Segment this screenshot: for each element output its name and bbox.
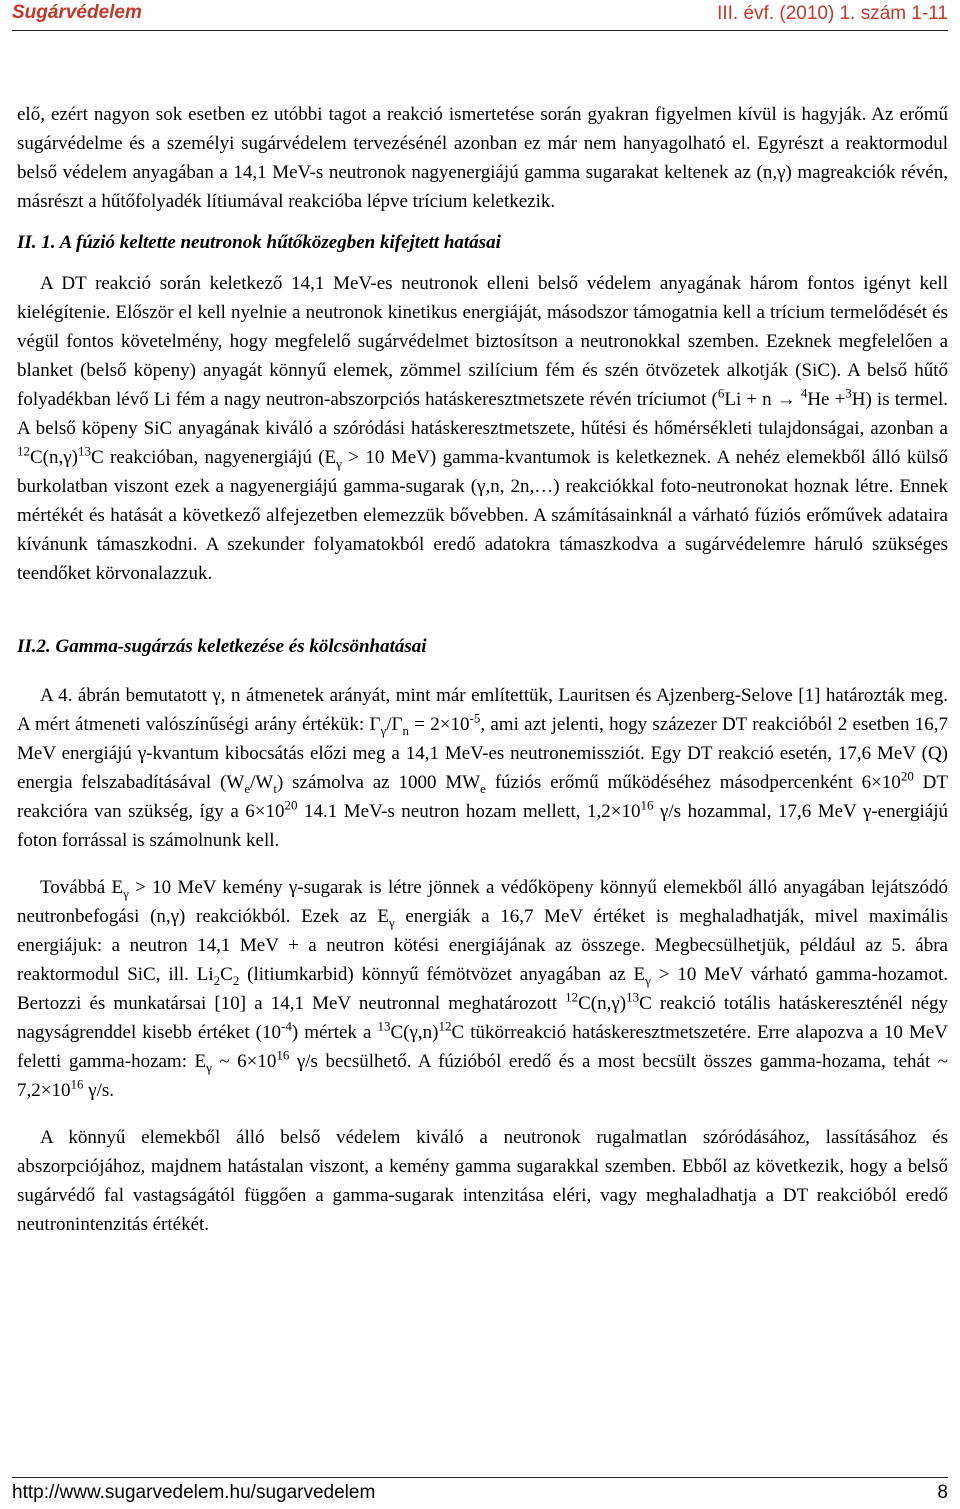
subscript: 2 xyxy=(213,972,221,988)
running-header xyxy=(12,0,948,31)
paragraph: A könnyű elemekből álló belső védelem kiváló a neutronok rugalmatlan szóródásához, lassításához és abszorpciójához, majdnem hatástalan viszont, a kemény gamma sugarakkal szemben. Ebből az következik, hogy a belső sugárvédő fal vastagságától függően a gamma-sugarak intenzitása eléri, vagy meghaladhatja a DT reakcióból eredő neutronintenzitás értékét. xyxy=(17,1127,948,1235)
superscript: 4 xyxy=(800,385,808,401)
subscript: γ xyxy=(388,914,395,930)
superscript: 3 xyxy=(845,385,852,401)
subscript: γ xyxy=(645,972,651,988)
subscript: γ xyxy=(123,885,129,901)
subscript: n xyxy=(402,722,409,738)
subscript: γ xyxy=(206,1059,212,1075)
paragraph: A 4. ábrán bemutatott γ, n átmenetek arányát, mint már említettük, Lauritsen és Ajzenberg-Selove [1] határozták meg. A mért átmeneti valószínűségi arány értékük: $\Gamma_\gamma/\Gamma_n = 2\times 10^{-5}$, ami azt jelenti, hogy százezer DT reakcióból 2 esetben 16,7 MeV energiájú γ-kvantum kibocsátás előzi meg a 14,1 MeV-es neutronemissziót. Egy DT reakció esetén, 17,6 MeV (Q) energia felszabadításával $(W_e/W_t)$ számolva az 1000 $MW_e$ fúziós erőmű működéséhez másodpercenként $6\times 10^{20}$ DT reakcióra van szükség, így a $6\times 10^{20}$ 14.1 MeV-s neutron hozam mellett, $1,2\times 10^{16}$ γ/s hozammal, 17,6 MeV γ-energiájú foton forrással is számolnunk kell. xyxy=(17,685,949,851)
section-heading: II.2. Gamma-sugárzás keletkezése és kölcsönhatásai xyxy=(17,636,427,657)
superscript: 16 xyxy=(276,1047,290,1063)
running-footer xyxy=(12,1477,948,1508)
paragraph: elő, ezért nagyon sok esetben ez utóbbi tagot a reakció ismertetése során gyakran figyelmen kívül is hagyják. Az erőmű sugárvédelme és a személyi sugárvédelem tervezésénél azonban ez már nem hanyagolható el. Egyrészt a reaktormodul belső védelem anyagában a 14,1 MeV-s neutronok nagyenergiájú gamma sugarakat keltenek az (n,γ) magreakciók révén, másrészt a hűtőfolyadék lítiumával reakcióba lépve trícium keletkezik. xyxy=(17,104,948,212)
superscript: 12 xyxy=(17,443,30,459)
subscript: e xyxy=(244,780,251,796)
superscript: 13 xyxy=(626,989,640,1005)
footer-url[interactable]: http://www.sugarvedelem.hu/sugarvedelem xyxy=(12,1482,376,1503)
superscript: 20 xyxy=(284,797,298,813)
subscript: γ xyxy=(336,455,342,471)
section-heading: II. 1. A fúzió keltette neutronok hűtőközegben kifejtett hatásai xyxy=(17,232,501,253)
superscript: 13 xyxy=(377,1018,391,1034)
superscript: 12 xyxy=(565,989,579,1005)
subscript: e xyxy=(480,780,486,796)
superscript: 6 xyxy=(717,385,725,401)
subscript: 2 xyxy=(232,972,240,988)
superscript: -4 xyxy=(281,1018,292,1034)
journal-title: Sugárvédelem xyxy=(12,2,142,23)
paragraph: Továbbá $E_\gamma > 10$ MeV kemény γ-sugarak is létre jönnek a védőköpeny könnyű elemekből álló anyagában lejátszódó neutronbefogási (n,γ) reakciókból. Ezek az $E_\gamma$ energiák a 16,7 MeV értéket is meghaladhatják, mivel maximális energiájuk: a neutron 14,1 MeV + a neutron kötési energiájának az összege. Megbecsülhetjük, például az 5. ábra reaktormodul SiC, ill. $Li_2C_2$ (litiumkarbid) könnyű fémötvözet anyagában az $E_\gamma > 10$ MeV várható gamma-hozamot. Bertozzi és munkatársai [10] a 14,1 MeV neutronnal meghatározott $^{12}C(n,\gamma)^{13}C$ reakció totális hatáskereszténél négy nagyságrenddel kisebb értéket $(10^{-4})$ mértek a $^{13}C(\gamma,n)^{12}C$ tükörreakció hatáskeresztmetszetére. Erre alapozva a 10 MeV feletti gamma-hozam: $E_\gamma$ ~ $6\times 10^{16}$ γ/s becsülhető. A fúzióból eredő és a most becsült összes gamma-hozama, tehát ~ $7,2\times 10^{16}$ γ/s. xyxy=(17,877,949,1101)
superscript: 13 xyxy=(77,443,91,459)
paragraph: A DT reakció során keletkező 14,1 MeV-es neutronok elleni belső védelem anyagának három fontos igényt kell kielégítenie. Először el kell nyelnie a neutronok kinetikus energiáját, másodszor támogatnia kell a trícium termelődését és végül fontos követelmény, hogy megfelelő sugárvédelmet biztosítson a neutronokkal szemben. Ezeknek megfelelően a blanket (belső köpeny) anyagát könnyű elemek, zömmel szilícium fém és szén ötvözetek alkotják (SiC). A belső hűtő folyadékban lévő Li fém a nagy neutron-abszorpciós hatáskeresztmetszete révén tríciumot ($^6$Li + n → $^4$He +$^3$H) is termel. A belső köpeny SiC anyagának kiváló a szóródási hatáskeresztmetszete, hűtési és hőmérsékleti tulajdonságai, azonban a $^{12}C(n,\gamma)^{13}C$ reakcióban, nagyenergiájú ($E_\gamma > 10$ MeV) gamma-kvantumok is keletkeznek. A nehéz elemekből álló külső burkolatban viszont ezek a nagyenergiájú gamma-sugarak (γ,n, 2n,…) reakciókkal foto-neutronokat hoznak létre. Ennek mértékét és hatását a következő alfejezetben elemezzük bővebben. A számításainknál a várható fúziós erőművek adataira kívánunk támaszkodni. A szekunder folyamatokból eredő adatokra támaszkodva a sugárvédelemre háruló szükséges teendőket körvonalazzuk. xyxy=(17,273,949,584)
superscript: 16 xyxy=(70,1076,84,1092)
superscript: -5 xyxy=(469,710,481,726)
article-body xyxy=(17,100,948,1239)
issue-info: III. évf. (2010) 1. szám 1-11 xyxy=(717,3,948,24)
superscript: 12 xyxy=(438,1018,452,1034)
superscript: 20 xyxy=(900,768,914,784)
page-number: 8 xyxy=(937,1482,948,1503)
subscript: γ xyxy=(380,722,387,738)
subscript: t xyxy=(273,780,277,796)
superscript: 16 xyxy=(640,797,654,813)
